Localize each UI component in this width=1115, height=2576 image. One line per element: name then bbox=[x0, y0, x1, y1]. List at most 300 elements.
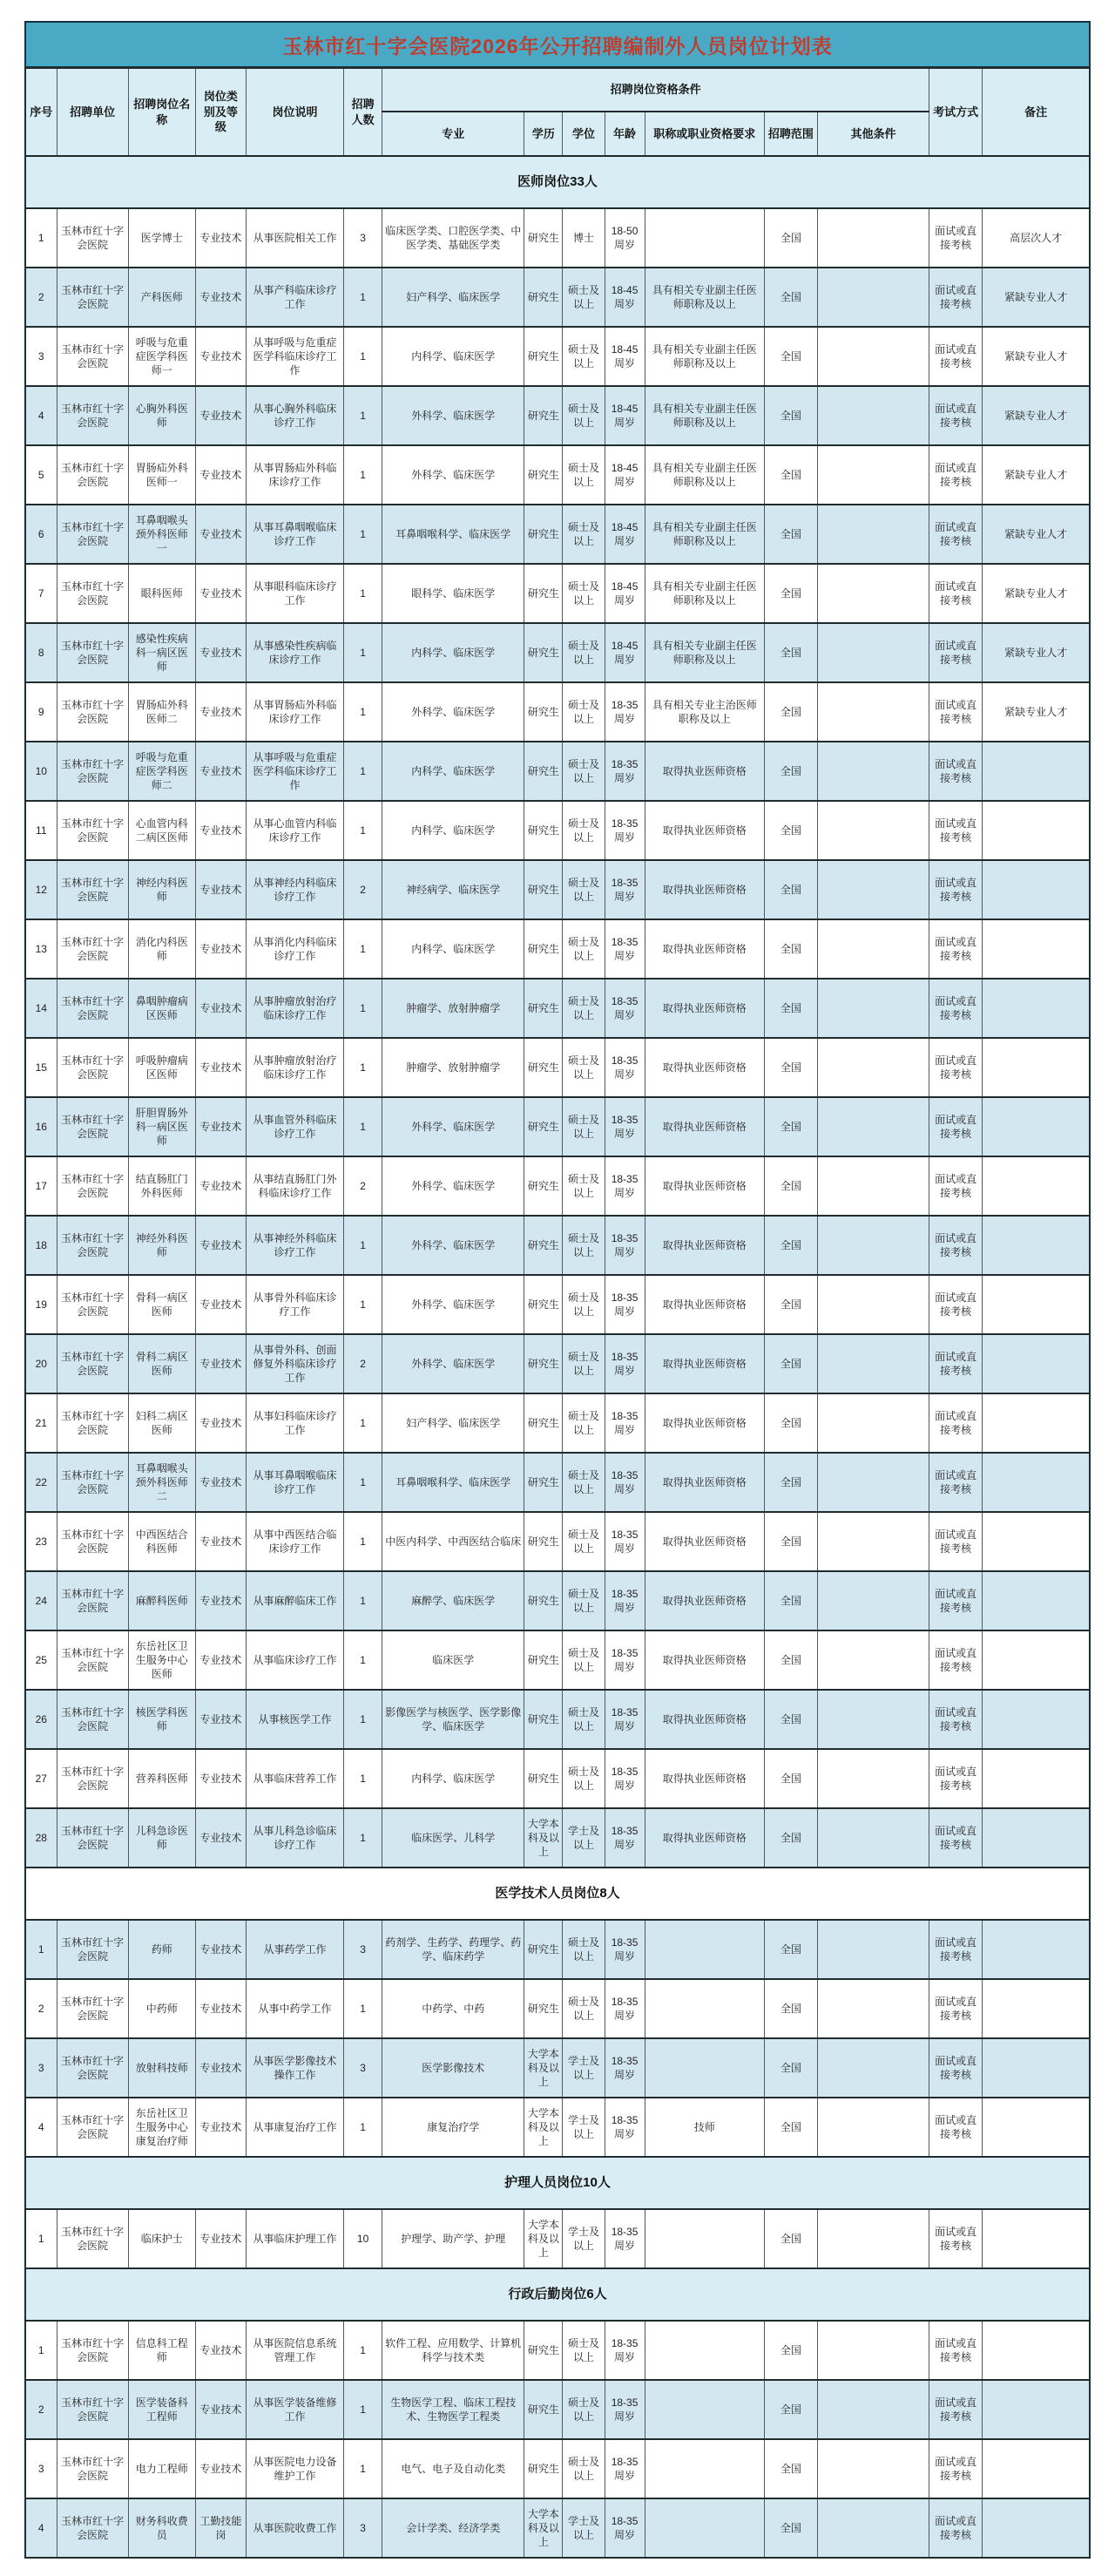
cell-unit: 玉林市红十字会医院 bbox=[57, 979, 128, 1038]
cell-seq: 12 bbox=[25, 860, 57, 919]
col-header-seq: 序号 bbox=[25, 68, 57, 156]
cell-unit: 玉林市红十字会医院 bbox=[57, 1156, 128, 1216]
cell-other bbox=[817, 1571, 929, 1630]
cell-seq: 21 bbox=[25, 1393, 57, 1453]
cell-other bbox=[817, 1038, 929, 1097]
cell-post_name: 东岳社区卫生服务中心康复治疗师 bbox=[128, 2098, 195, 2157]
cell-description: 从事医院收费工作 bbox=[246, 2498, 343, 2558]
cell-post_name: 妇科二病区医师 bbox=[128, 1393, 195, 1453]
table-row bbox=[25, 682, 1090, 742]
cell-seq: 6 bbox=[25, 505, 57, 564]
cell-unit: 玉林市红十字会医院 bbox=[57, 860, 128, 919]
cell-education: 研究生 bbox=[524, 1571, 563, 1630]
cell-unit: 玉林市红十字会医院 bbox=[57, 386, 128, 445]
cell-age: 18-35周岁 bbox=[605, 1038, 645, 1097]
table-row bbox=[25, 1630, 1090, 1690]
cell-post_name: 耳鼻咽喉头颈外科医师一 bbox=[128, 505, 195, 564]
cell-remark: 紧缺专业人才 bbox=[983, 445, 1090, 505]
cell-degree: 硕士及以上 bbox=[563, 327, 605, 386]
cell-major: 外科学、临床医学 bbox=[382, 445, 524, 505]
cell-scope: 全国 bbox=[764, 1512, 817, 1571]
cell-degree: 硕士及以上 bbox=[563, 1097, 605, 1156]
cell-major: 生物医学工程、临床工程技术、生物医学工程类 bbox=[382, 2380, 524, 2439]
cell-scope: 全国 bbox=[764, 1920, 817, 1979]
cell-degree: 学士及以上 bbox=[563, 1808, 605, 1868]
cell-remark bbox=[983, 1038, 1090, 1097]
cell-post_name: 呼吸与危重症医学科医师一 bbox=[128, 327, 195, 386]
cell-title_req: 取得执业医师资格 bbox=[645, 801, 764, 860]
cell-degree: 硕士及以上 bbox=[563, 1038, 605, 1097]
cell-count: 1 bbox=[344, 564, 382, 623]
cell-degree: 硕士及以上 bbox=[563, 1275, 605, 1334]
col-header-unit: 招聘单位 bbox=[57, 68, 128, 156]
cell-degree: 硕士及以上 bbox=[563, 2439, 605, 2498]
cell-age: 18-35周岁 bbox=[605, 1216, 645, 1275]
table-row bbox=[25, 801, 1090, 860]
cell-unit: 玉林市红十字会医院 bbox=[57, 327, 128, 386]
cell-degree: 硕士及以上 bbox=[563, 1690, 605, 1749]
cell-post_name: 儿科急诊医师 bbox=[128, 1808, 195, 1868]
cell-seq: 27 bbox=[25, 1749, 57, 1808]
col-header-qualification-group: 招聘岗位资格条件 bbox=[382, 68, 929, 112]
cell-age: 18-35周岁 bbox=[605, 1453, 645, 1512]
cell-exam: 面试或直接考核 bbox=[929, 1156, 983, 1216]
cell-title_req: 取得执业医师资格 bbox=[645, 1453, 764, 1512]
cell-remark bbox=[983, 1512, 1090, 1571]
cell-exam: 面试或直接考核 bbox=[929, 2380, 983, 2439]
cell-description: 从事骨外科临床诊疗工作 bbox=[246, 1275, 343, 1334]
cell-remark bbox=[983, 979, 1090, 1038]
cell-post_name: 医学装备科工程师 bbox=[128, 2380, 195, 2439]
cell-degree: 硕士及以上 bbox=[563, 1571, 605, 1630]
cell-description: 从事呼吸与危重症医学科临床诊疗工作 bbox=[246, 327, 343, 386]
cell-count: 2 bbox=[344, 1334, 382, 1393]
cell-title_req: 具有相关专业主治医师职称及以上 bbox=[645, 682, 764, 742]
cell-remark: 紧缺专业人才 bbox=[983, 386, 1090, 445]
cell-scope: 全国 bbox=[764, 2380, 817, 2439]
cell-category: 专业技术 bbox=[195, 2321, 246, 2380]
cell-seq: 10 bbox=[25, 742, 57, 801]
cell-post_name: 结直肠肛门外科医师 bbox=[128, 1156, 195, 1216]
cell-degree: 硕士及以上 bbox=[563, 1216, 605, 1275]
cell-other bbox=[817, 2209, 929, 2268]
cell-other bbox=[817, 1334, 929, 1393]
cell-exam: 面试或直接考核 bbox=[929, 2038, 983, 2098]
cell-exam: 面试或直接考核 bbox=[929, 801, 983, 860]
cell-seq: 28 bbox=[25, 1808, 57, 1868]
cell-description: 从事产科临床诊疗工作 bbox=[246, 268, 343, 327]
cell-scope: 全国 bbox=[764, 2038, 817, 2098]
cell-post_name: 产科医师 bbox=[128, 268, 195, 327]
cell-degree: 硕士及以上 bbox=[563, 445, 605, 505]
cell-title_req: 取得执业医师资格 bbox=[645, 1808, 764, 1868]
cell-education: 研究生 bbox=[524, 505, 563, 564]
cell-category: 专业技术 bbox=[195, 1979, 246, 2038]
table-row bbox=[25, 2380, 1090, 2439]
table-row bbox=[25, 742, 1090, 801]
cell-degree: 学士及以上 bbox=[563, 2038, 605, 2098]
cell-description: 从事神经外科临床诊疗工作 bbox=[246, 1216, 343, 1275]
cell-scope: 全国 bbox=[764, 1038, 817, 1097]
cell-seq: 2 bbox=[25, 2380, 57, 2439]
cell-major: 外科学、临床医学 bbox=[382, 1097, 524, 1156]
cell-unit: 玉林市红十字会医院 bbox=[57, 1512, 128, 1571]
cell-exam: 面试或直接考核 bbox=[929, 919, 983, 979]
cell-other bbox=[817, 1979, 929, 2038]
cell-description: 从事肿瘤放射治疗临床诊疗工作 bbox=[246, 1038, 343, 1097]
cell-degree: 硕士及以上 bbox=[563, 1630, 605, 1690]
cell-unit: 玉林市红十字会医院 bbox=[57, 2498, 128, 2558]
cell-education: 研究生 bbox=[524, 1979, 563, 2038]
cell-exam: 面试或直接考核 bbox=[929, 1979, 983, 2038]
cell-age: 18-35周岁 bbox=[605, 1630, 645, 1690]
cell-exam: 面试或直接考核 bbox=[929, 860, 983, 919]
cell-exam: 面试或直接考核 bbox=[929, 623, 983, 682]
cell-seq: 17 bbox=[25, 1156, 57, 1216]
cell-exam: 面试或直接考核 bbox=[929, 1749, 983, 1808]
cell-description: 从事消化内科临床诊疗工作 bbox=[246, 919, 343, 979]
cell-remark: 紧缺专业人才 bbox=[983, 623, 1090, 682]
cell-age: 18-35周岁 bbox=[605, 1393, 645, 1453]
cell-age: 18-35周岁 bbox=[605, 1690, 645, 1749]
cell-unit: 玉林市红十字会医院 bbox=[57, 1920, 128, 1979]
cell-count: 1 bbox=[344, 1216, 382, 1275]
cell-other bbox=[817, 208, 929, 268]
cell-education: 研究生 bbox=[524, 1216, 563, 1275]
cell-title_req: 取得执业医师资格 bbox=[645, 860, 764, 919]
cell-other bbox=[817, 1156, 929, 1216]
col-header-remark: 备注 bbox=[983, 68, 1090, 156]
cell-category: 专业技术 bbox=[195, 1920, 246, 1979]
cell-age: 18-35周岁 bbox=[605, 682, 645, 742]
cell-count: 3 bbox=[344, 208, 382, 268]
cell-major: 影像医学与核医学、医学影像学、临床医学 bbox=[382, 1690, 524, 1749]
section-band-row bbox=[25, 2268, 1090, 2321]
cell-description: 从事耳鼻咽喉临床诊疗工作 bbox=[246, 505, 343, 564]
table-row bbox=[25, 2038, 1090, 2098]
cell-scope: 全国 bbox=[764, 1275, 817, 1334]
cell-exam: 面试或直接考核 bbox=[929, 564, 983, 623]
cell-unit: 玉林市红十字会医院 bbox=[57, 742, 128, 801]
cell-age: 18-45周岁 bbox=[605, 564, 645, 623]
cell-title_req: 取得执业医师资格 bbox=[645, 919, 764, 979]
cell-exam: 面试或直接考核 bbox=[929, 1808, 983, 1868]
table-row bbox=[25, 1216, 1090, 1275]
cell-title_req bbox=[645, 2498, 764, 2558]
cell-education: 研究生 bbox=[524, 1920, 563, 1979]
cell-other bbox=[817, 1630, 929, 1690]
cell-education: 研究生 bbox=[524, 386, 563, 445]
cell-category: 专业技术 bbox=[195, 623, 246, 682]
cell-education: 大学本科及以上 bbox=[524, 1808, 563, 1868]
cell-scope: 全国 bbox=[764, 1808, 817, 1868]
cell-major: 中药学、中药 bbox=[382, 1979, 524, 2038]
cell-description: 从事临床诊疗工作 bbox=[246, 1630, 343, 1690]
cell-degree: 硕士及以上 bbox=[563, 1393, 605, 1453]
cell-scope: 全国 bbox=[764, 1630, 817, 1690]
table-row bbox=[25, 979, 1090, 1038]
cell-major: 妇产科学、临床医学 bbox=[382, 268, 524, 327]
cell-degree: 学士及以上 bbox=[563, 2209, 605, 2268]
cell-exam: 面试或直接考核 bbox=[929, 2209, 983, 2268]
cell-post_name: 心胸外科医师 bbox=[128, 386, 195, 445]
cell-degree: 学士及以上 bbox=[563, 2498, 605, 2558]
cell-age: 18-35周岁 bbox=[605, 2380, 645, 2439]
cell-count: 1 bbox=[344, 2380, 382, 2439]
cell-category: 专业技术 bbox=[195, 1749, 246, 1808]
cell-scope: 全国 bbox=[764, 1979, 817, 2038]
cell-remark bbox=[983, 2209, 1090, 2268]
cell-post_name: 呼吸肿瘤病区医师 bbox=[128, 1038, 195, 1097]
cell-scope: 全国 bbox=[764, 2439, 817, 2498]
cell-education: 研究生 bbox=[524, 1749, 563, 1808]
table-row bbox=[25, 2439, 1090, 2498]
cell-age: 18-45周岁 bbox=[605, 623, 645, 682]
cell-count: 10 bbox=[344, 2209, 382, 2268]
cell-post_name: 肝胆胃肠外科一病区医师 bbox=[128, 1097, 195, 1156]
table-row bbox=[25, 1038, 1090, 1097]
cell-education: 研究生 bbox=[524, 268, 563, 327]
cell-seq: 24 bbox=[25, 1571, 57, 1630]
cell-degree: 硕士及以上 bbox=[563, 623, 605, 682]
col-header-degree: 学位 bbox=[563, 112, 605, 156]
cell-description: 从事骨外科、创面修复外科临床诊疗工作 bbox=[246, 1334, 343, 1393]
cell-title_req: 取得执业医师资格 bbox=[645, 1156, 764, 1216]
cell-title_req bbox=[645, 2380, 764, 2439]
cell-count: 1 bbox=[344, 2439, 382, 2498]
cell-exam: 面试或直接考核 bbox=[929, 682, 983, 742]
cell-post_name: 胃肠疝外科医师一 bbox=[128, 445, 195, 505]
table-row bbox=[25, 1453, 1090, 1512]
cell-remark bbox=[983, 1156, 1090, 1216]
cell-remark: 紧缺专业人才 bbox=[983, 268, 1090, 327]
table-row bbox=[25, 2098, 1090, 2157]
cell-description: 从事医院相关工作 bbox=[246, 208, 343, 268]
cell-remark bbox=[983, 1453, 1090, 1512]
cell-remark: 紧缺专业人才 bbox=[983, 505, 1090, 564]
cell-age: 18-45周岁 bbox=[605, 268, 645, 327]
cell-exam: 面试或直接考核 bbox=[929, 2498, 983, 2558]
cell-exam: 面试或直接考核 bbox=[929, 1630, 983, 1690]
cell-other bbox=[817, 268, 929, 327]
cell-category: 专业技术 bbox=[195, 268, 246, 327]
cell-count: 3 bbox=[344, 2498, 382, 2558]
cell-degree: 硕士及以上 bbox=[563, 505, 605, 564]
cell-scope: 全国 bbox=[764, 208, 817, 268]
cell-education: 研究生 bbox=[524, 1334, 563, 1393]
cell-other bbox=[817, 682, 929, 742]
cell-scope: 全国 bbox=[764, 1749, 817, 1808]
section-band-row bbox=[25, 156, 1090, 208]
cell-seq: 4 bbox=[25, 2498, 57, 2558]
cell-count: 1 bbox=[344, 1571, 382, 1630]
cell-education: 研究生 bbox=[524, 564, 563, 623]
cell-education: 研究生 bbox=[524, 2321, 563, 2380]
cell-other bbox=[817, 1808, 929, 1868]
table-row bbox=[25, 564, 1090, 623]
cell-unit: 玉林市红十字会医院 bbox=[57, 2439, 128, 2498]
table-row bbox=[25, 860, 1090, 919]
cell-post_name: 东岳社区卫生服务中心医师 bbox=[128, 1630, 195, 1690]
cell-count: 1 bbox=[344, 1453, 382, 1512]
cell-degree: 学士及以上 bbox=[563, 2098, 605, 2157]
cell-title_req: 取得执业医师资格 bbox=[645, 1749, 764, 1808]
cell-age: 18-45周岁 bbox=[605, 327, 645, 386]
cell-education: 研究生 bbox=[524, 327, 563, 386]
cell-scope: 全国 bbox=[764, 564, 817, 623]
cell-exam: 面试或直接考核 bbox=[929, 2439, 983, 2498]
cell-education: 研究生 bbox=[524, 919, 563, 979]
cell-seq: 3 bbox=[25, 2439, 57, 2498]
cell-exam: 面试或直接考核 bbox=[929, 2098, 983, 2157]
cell-post_name: 消化内科医师 bbox=[128, 919, 195, 979]
cell-description: 从事临床护理工作 bbox=[246, 2209, 343, 2268]
cell-title_req: 技师 bbox=[645, 2098, 764, 2157]
table-row bbox=[25, 1749, 1090, 1808]
cell-category: 专业技术 bbox=[195, 386, 246, 445]
section-band-label: 护理人员岗位10人 bbox=[25, 2157, 1090, 2209]
cell-age: 18-35周岁 bbox=[605, 1749, 645, 1808]
cell-count: 1 bbox=[344, 623, 382, 682]
cell-major: 眼科学、临床医学 bbox=[382, 564, 524, 623]
cell-education: 研究生 bbox=[524, 623, 563, 682]
cell-remark bbox=[983, 1571, 1090, 1630]
cell-post_name: 神经内科医师 bbox=[128, 860, 195, 919]
cell-post_name: 临床护士 bbox=[128, 2209, 195, 2268]
cell-remark bbox=[983, 1275, 1090, 1334]
cell-scope: 全国 bbox=[764, 2321, 817, 2380]
cell-seq: 4 bbox=[25, 2098, 57, 2157]
cell-scope: 全国 bbox=[764, 919, 817, 979]
cell-unit: 玉林市红十字会医院 bbox=[57, 208, 128, 268]
cell-education: 研究生 bbox=[524, 979, 563, 1038]
cell-scope: 全国 bbox=[764, 268, 817, 327]
cell-post_name: 药师 bbox=[128, 1920, 195, 1979]
cell-major: 临床医学、儿科学 bbox=[382, 1808, 524, 1868]
cell-other bbox=[817, 801, 929, 860]
cell-education: 研究生 bbox=[524, 1630, 563, 1690]
cell-major: 临床医学类、口腔医学类、中医学类、基础医学类 bbox=[382, 208, 524, 268]
cell-category: 专业技术 bbox=[195, 1512, 246, 1571]
cell-category: 专业技术 bbox=[195, 1275, 246, 1334]
table-row bbox=[25, 2321, 1090, 2380]
cell-age: 18-35周岁 bbox=[605, 1156, 645, 1216]
cell-degree: 硕士及以上 bbox=[563, 801, 605, 860]
cell-description: 从事康复治疗工作 bbox=[246, 2098, 343, 2157]
cell-category: 专业技术 bbox=[195, 2209, 246, 2268]
cell-category: 工勤技能岗 bbox=[195, 2498, 246, 2558]
cell-degree: 硕士及以上 bbox=[563, 1453, 605, 1512]
cell-other bbox=[817, 1690, 929, 1749]
cell-scope: 全国 bbox=[764, 860, 817, 919]
cell-seq: 26 bbox=[25, 1690, 57, 1749]
cell-description: 从事药学工作 bbox=[246, 1920, 343, 1979]
cell-category: 专业技术 bbox=[195, 919, 246, 979]
cell-degree: 硕士及以上 bbox=[563, 742, 605, 801]
cell-title_req bbox=[645, 2321, 764, 2380]
cell-other bbox=[817, 505, 929, 564]
cell-unit: 玉林市红十字会医院 bbox=[57, 1097, 128, 1156]
cell-age: 18-35周岁 bbox=[605, 1512, 645, 1571]
cell-count: 1 bbox=[344, 801, 382, 860]
cell-unit: 玉林市红十字会医院 bbox=[57, 505, 128, 564]
cell-title_req: 取得执业医师资格 bbox=[645, 979, 764, 1038]
cell-description: 从事儿科急诊临床诊疗工作 bbox=[246, 1808, 343, 1868]
cell-seq: 14 bbox=[25, 979, 57, 1038]
cell-remark bbox=[983, 742, 1090, 801]
cell-major: 外科学、临床医学 bbox=[382, 1216, 524, 1275]
cell-post_name: 营养科医师 bbox=[128, 1749, 195, 1808]
cell-other bbox=[817, 2380, 929, 2439]
cell-category: 专业技术 bbox=[195, 1630, 246, 1690]
cell-education: 研究生 bbox=[524, 1156, 563, 1216]
cell-major: 耳鼻咽喉科学、临床医学 bbox=[382, 1453, 524, 1512]
cell-seq: 11 bbox=[25, 801, 57, 860]
cell-description: 从事妇科临床诊疗工作 bbox=[246, 1393, 343, 1453]
cell-category: 专业技术 bbox=[195, 1334, 246, 1393]
cell-description: 从事中药学工作 bbox=[246, 1979, 343, 2038]
cell-scope: 全国 bbox=[764, 623, 817, 682]
cell-count: 1 bbox=[344, 386, 382, 445]
section-band-label: 行政后勤岗位6人 bbox=[25, 2268, 1090, 2321]
cell-title_req: 具有相关专业副主任医师职称及以上 bbox=[645, 386, 764, 445]
cell-major: 护理学、助产学、护理 bbox=[382, 2209, 524, 2268]
cell-description: 从事核医学工作 bbox=[246, 1690, 343, 1749]
col-header-post-name: 招聘岗位名称 bbox=[128, 68, 195, 156]
cell-remark bbox=[983, 1393, 1090, 1453]
cell-title_req bbox=[645, 1920, 764, 1979]
cell-education: 大学本科及以上 bbox=[524, 2498, 563, 2558]
cell-count: 1 bbox=[344, 1038, 382, 1097]
cell-scope: 全国 bbox=[764, 1393, 817, 1453]
cell-education: 研究生 bbox=[524, 2380, 563, 2439]
cell-other bbox=[817, 1216, 929, 1275]
cell-category: 专业技术 bbox=[195, 564, 246, 623]
table-row bbox=[25, 386, 1090, 445]
cell-scope: 全国 bbox=[764, 327, 817, 386]
cell-major: 麻醉学、临床医学 bbox=[382, 1571, 524, 1630]
cell-remark bbox=[983, 2498, 1090, 2558]
cell-remark: 高层次人才 bbox=[983, 208, 1090, 268]
cell-category: 专业技术 bbox=[195, 682, 246, 742]
cell-unit: 玉林市红十字会医院 bbox=[57, 1393, 128, 1453]
cell-remark bbox=[983, 919, 1090, 979]
cell-description: 从事血管外科临床诊疗工作 bbox=[246, 1097, 343, 1156]
cell-unit: 玉林市红十字会医院 bbox=[57, 2038, 128, 2098]
cell-seq: 25 bbox=[25, 1630, 57, 1690]
cell-other bbox=[817, 327, 929, 386]
cell-post_name: 胃肠疝外科医师二 bbox=[128, 682, 195, 742]
cell-post_name: 骨科一病区医师 bbox=[128, 1275, 195, 1334]
cell-age: 18-35周岁 bbox=[605, 742, 645, 801]
cell-remark bbox=[983, 2038, 1090, 2098]
cell-scope: 全国 bbox=[764, 2098, 817, 2157]
cell-post_name: 骨科二病区医师 bbox=[128, 1334, 195, 1393]
cell-count: 1 bbox=[344, 445, 382, 505]
cell-age: 18-35周岁 bbox=[605, 2321, 645, 2380]
cell-remark bbox=[983, 1808, 1090, 1868]
cell-seq: 9 bbox=[25, 682, 57, 742]
cell-count: 1 bbox=[344, 1630, 382, 1690]
cell-post_name: 心血管内科二病区医师 bbox=[128, 801, 195, 860]
table-row bbox=[25, 1512, 1090, 1571]
cell-title_req: 取得执业医师资格 bbox=[645, 742, 764, 801]
cell-title_req: 取得执业医师资格 bbox=[645, 1630, 764, 1690]
cell-post_name: 耳鼻咽喉头颈外科医师二 bbox=[128, 1453, 195, 1512]
cell-seq: 16 bbox=[25, 1097, 57, 1156]
cell-count: 1 bbox=[344, 1097, 382, 1156]
cell-title_req: 取得执业医师资格 bbox=[645, 1690, 764, 1749]
